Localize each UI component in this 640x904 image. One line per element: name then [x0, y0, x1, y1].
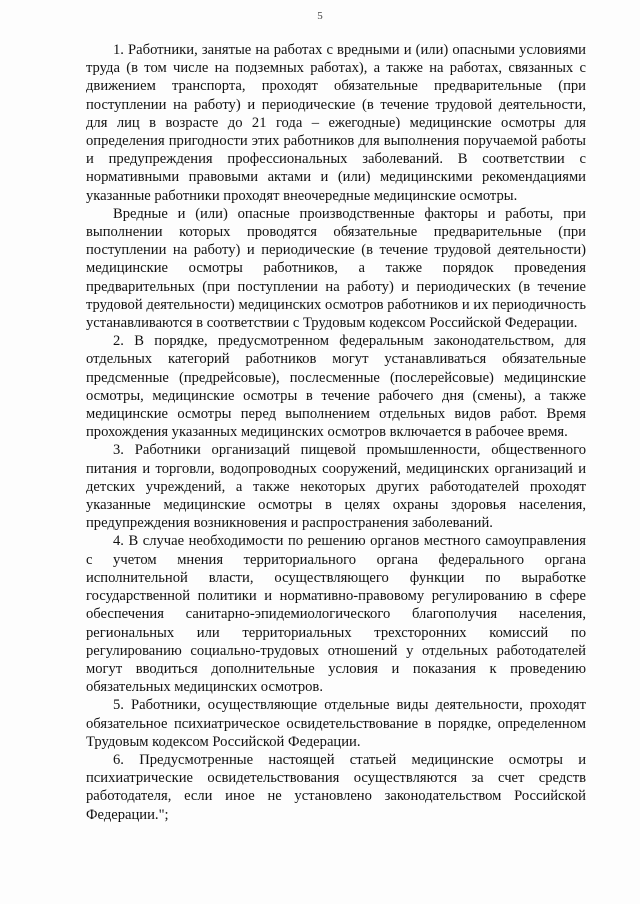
paragraph-1: 1. Работники, занятые на работах с вредными и (или) опасными условиями труда (в том числе на подземных работах), а также на работах, связанных с движением транспорта, проходят обязательные предварительные (при поступлении на работу) и периодические (в течение трудовой деятельности, для лиц в возрасте до 21 года – ежегодные) медицинские осмотры для определения пригодности этих работников для выполнения поручаемой работы и предупреждения профессиональных заболеваний. В соответствии с нормативными правовыми актами и (или) медицинскими рекомендациями указанные работники проходят внеочередные медицинские осмотры. [86, 42, 586, 204]
paragraph-1-continued: Вредные и (или) опасные производственные факторы и работы, при выполнении которых проводятся обязательные предварительные (при поступлении на работу) и периодические (в течение трудовой деятельности) медицинские осмотры работников, а также порядок проведения предварительных (при поступлении на работу) и периодических (в течение трудовой деятельности) медицинских осмотров работников и их периодичность устанавливаются в соответствии с Трудовым кодексом Российской Федерации. [86, 205, 586, 332]
paragraph-2: 2. В порядке, предусмотренном федеральным законодательством, для отдельных категорий работников могут устанавливаться обязательные предсменные (предрейсовые), послесменные (послерейсовые) медицинские осмотры, медицинские осмотры в течение рабочего дня (смены), а также медицинские осмотры перед выполнением отдельных видов работ. Время прохождения указанных медицинских осмотров включается в рабочее время. [86, 333, 586, 441]
paragraph-5: 5. Работники, осуществляющие отдельные виды деятельности, проходят обязательное психиатрическое освидетельствование в порядке, определенном Трудовым кодексом Российской Федерации. [86, 697, 586, 750]
document-body [86, 41, 586, 824]
paragraph-4: 4. В случае необходимости по решению органов местного самоуправления с учетом мнения территориального органа федерального органа исполнительной власти, осуществляющего функции по выработке государственной политики и нормативно-правовому регулированию в сфере обеспечения санитарно-эпидемиологического благополучия населения, региональных или территориальных трехсторонних комиссий по регулированию социально-трудовых отношений у отдельных работодателей могут вводиться дополнительные условия и показания к проведению обязательных медицинских осмотров. [86, 533, 586, 696]
page-number: 5 [317, 10, 323, 22]
paragraph-6: 6. Предусмотренные настоящей статьей медицинские осмотры и психиатрические освидетельствования осуществляются за счет средств работодателя, если иное не установлено законодательством Российской Федерации."; [86, 751, 586, 823]
paragraph-3: 3. Работники организаций пищевой промышленности, общественного питания и торговли, водопроводных сооружений, медицинских организаций и детских учреждений, а также некоторых других работодателей проходят указанные медицинские осмотры в целях охраны здоровья населения, предупреждения возникновения и распространения заболеваний. [86, 442, 586, 532]
